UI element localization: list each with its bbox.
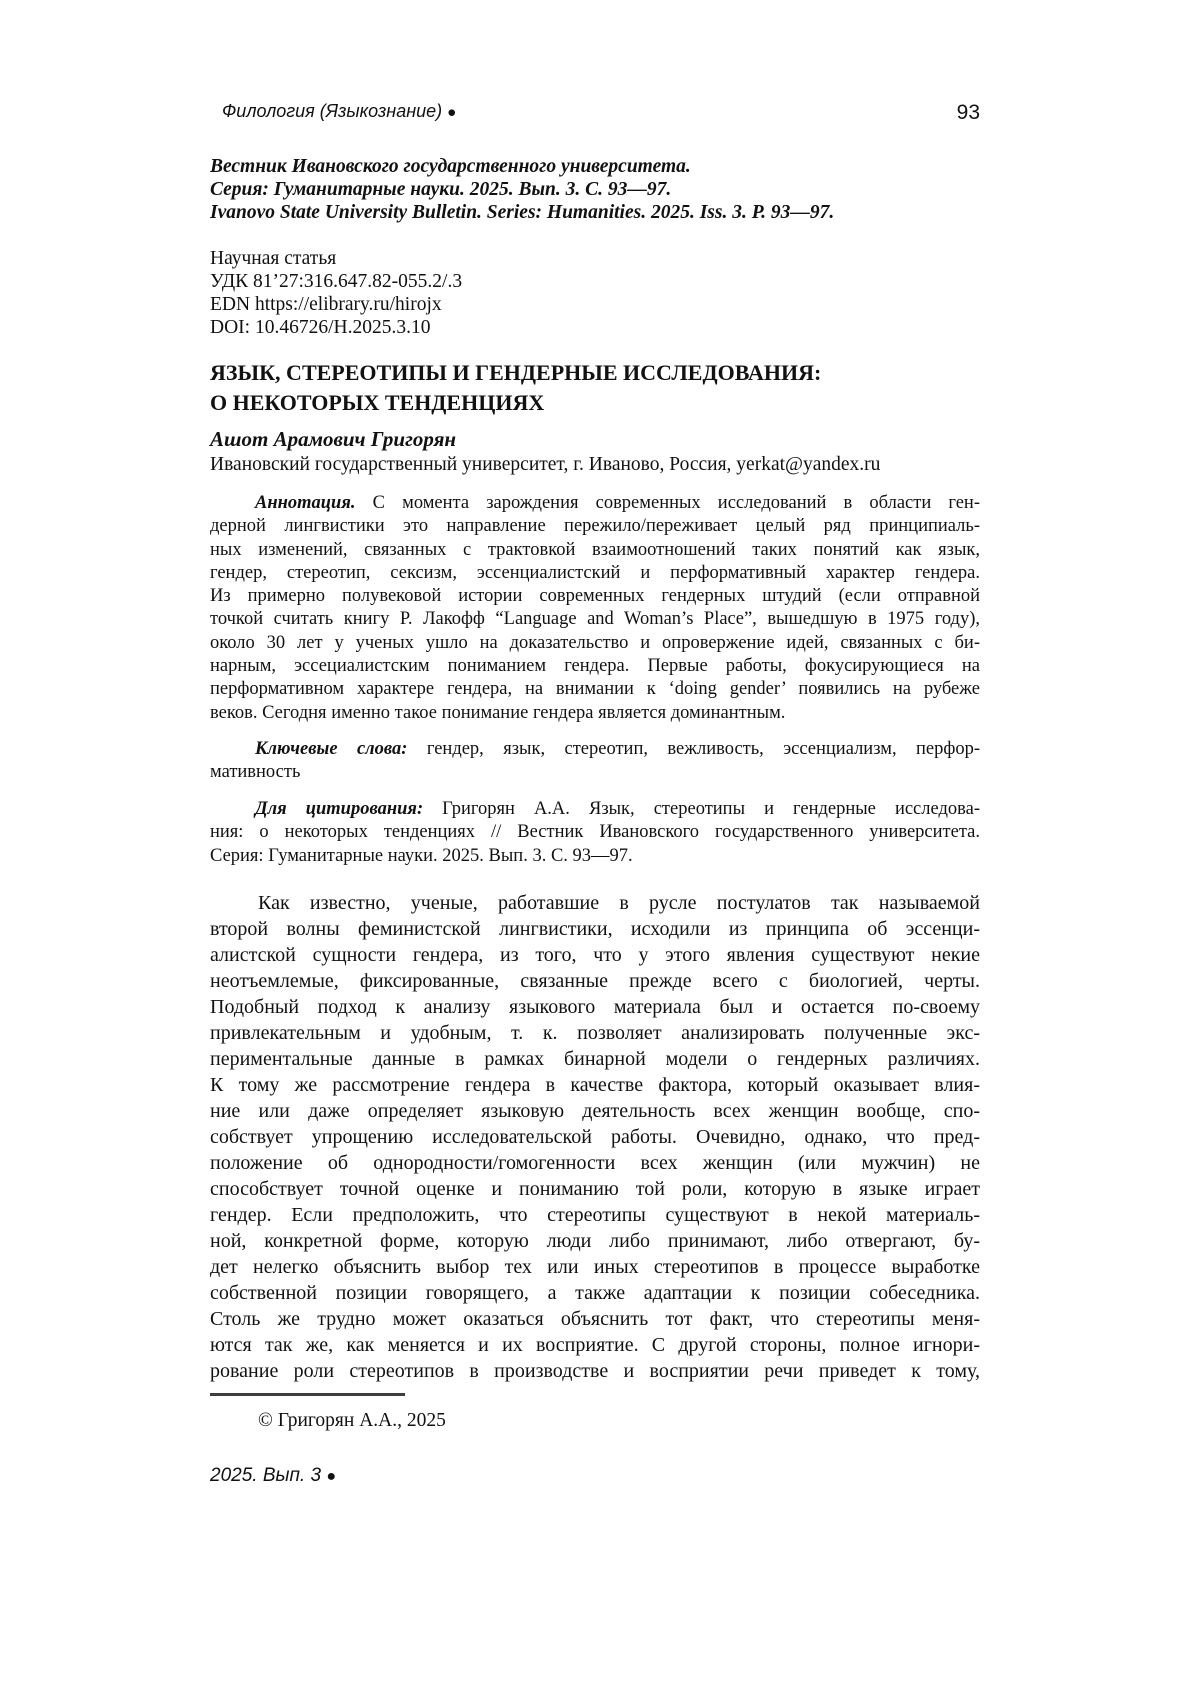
- body-line: собственной позиции говорящего, а также адаптации к позиции собеседника.: [210, 1282, 980, 1304]
- body-line: К тому же рассмотрение гендера в качестве фактора, который оказывает влия-: [210, 1074, 980, 1096]
- abstract-line: Из примерно полувековой истории современных гендерных штудий (если отправной: [210, 586, 980, 607]
- abstract-first-line: [210, 492, 980, 515]
- body-paragraph: [210, 890, 980, 1384]
- author-name: Ашот Арамович Григорян: [210, 427, 457, 451]
- keywords-first-line: [210, 738, 980, 761]
- body-line: привлекательным и удобным, т. к. позволяет анализировать полученные экс-: [210, 1022, 980, 1044]
- body-line: дет нелегко объяснить выбор тех или иных стереотипов в процессе выработке: [210, 1256, 980, 1278]
- page-footer-bullet: ●: [326, 1467, 337, 1485]
- running-head-label: Филология (Языкознание): [222, 101, 443, 121]
- body-line: ние или даже определяет языковую деятельность всех женщин вообще, спо-: [210, 1100, 980, 1122]
- body-line: Как известно, ученые, работавшие в русле постулатов так называемой: [258, 892, 980, 914]
- abstract-line: веков. Сегодня именно такое понимание гендера является доминантным.: [210, 702, 786, 723]
- masthead-line: Вестник Ивановского государственного университета.: [210, 156, 691, 177]
- citation-lines: [210, 821, 980, 868]
- body-line: алистской сущности гендера, из того, что у этого явления существуют некие: [210, 944, 980, 966]
- page-footer-label: 2025. Вып. 3: [210, 1465, 322, 1486]
- body-line: рование роли стереотипов в производстве и восприятии речи приведет к тому,: [210, 1360, 980, 1382]
- article-title: [210, 358, 980, 418]
- page-number: 93: [956, 101, 980, 124]
- author-affiliation: Ивановский государственный университет, г. Иваново, Россия, yerkat@yandex.ru: [210, 454, 881, 475]
- citation-line: Серия: Гуманитарные науки. 2025. Вып. 3. С. 93—97.: [210, 845, 633, 866]
- abstract-first-line-text: С момента зарождения современных исследований в области ген-: [355, 493, 980, 513]
- abstract-line: нарным, эссециалистским пониманием гендера. Первые работы, фокусирующиеся на: [210, 656, 980, 677]
- doi-number: DOI: 10.46726/H.2025.3.10: [210, 317, 431, 338]
- copyright-note: © Григорян А.А., 2025: [258, 1410, 446, 1431]
- citation-first-line-text: Григорян А.А. Язык, стереотипы и гендерные исследова-: [423, 799, 980, 819]
- body-line: второй волны феминистской лингвистики, исходили из принципа об эссенци-: [210, 918, 980, 940]
- keywords-first-line-text: гендер, язык, стереотип, вежливость, эссенциализм, перфор-: [407, 739, 980, 759]
- masthead-line: Серия: Гуманитарные науки. 2025. Вып. 3. С. 93—97.: [210, 179, 672, 200]
- abstract-line: около 30 лет у ученых ушло на доказательство и опровержение идей, связанных с би-: [210, 632, 980, 653]
- running-head-bullet: ●: [447, 104, 457, 121]
- citation-line: ния: о некоторых тенденциях // Вестник Ивановского государственного университета.: [210, 822, 980, 843]
- body-line: собствует упрощению исследовательской работы. Очевидно, однако, что пред-: [210, 1126, 980, 1148]
- page-footer: [210, 1465, 980, 1487]
- body-line: Столь же трудно может оказаться объяснить тот факт, что стереотипы меня-: [210, 1308, 980, 1330]
- keywords-block: [210, 738, 980, 785]
- body-line: периментальные данные в рамках бинарной модели о гендерных различиях.: [210, 1048, 980, 1070]
- keywords-label: Ключевые слова:: [255, 739, 408, 759]
- body-line: Подобный подход к анализу языкового материала был и остается по-своему: [210, 996, 980, 1018]
- citation-label: Для цитирования:: [255, 799, 424, 819]
- abstract-line: перформативном характере гендера, на внимании к ‘doing gender’ появились на рубеже: [210, 679, 980, 700]
- article-title-line2: О НЕКОТОРЫХ ТЕНДЕНЦИЯХ: [210, 390, 545, 415]
- footnote-separator: [210, 1393, 405, 1396]
- running-head: [210, 101, 980, 125]
- abstract-label: Аннотация.: [255, 493, 356, 513]
- abstract-lines: [210, 515, 980, 725]
- body-line: способствует точной оценке и пониманию той роли, которую в языке играет: [210, 1178, 980, 1200]
- journal-masthead: [210, 155, 980, 224]
- body-line: неотъемлемые, фиксированные, связанные прежде всего с биологией, черты.: [210, 970, 980, 992]
- citation-first-line: [210, 798, 980, 821]
- keywords-lines: [210, 761, 980, 784]
- abstract-line: ных изменений, связанных с трактовкой взаимоотношений таких понятий как язык,: [210, 539, 980, 560]
- body-line: ной, конкретной форме, которую люди либо принимают, либо отвергают, бу-: [210, 1230, 980, 1252]
- edn-link: EDN https://elibrary.ru/hirojx: [210, 294, 442, 315]
- article-title-line1: ЯЗЫК, СТЕРЕОТИПЫ И ГЕНДЕРНЫЕ ИССЛЕДОВАНИЯ:: [210, 360, 822, 385]
- body-line: положение об однородности/гомогенности всех женщин (или мужчин) не: [210, 1152, 980, 1174]
- abstract-line: гендер, стереотип, сексизм, эссенциалистский и перформативный характер гендера.: [210, 562, 980, 583]
- abstract-line: дерной лингвистики это направление пережило/переживает целый ряд принципиаль-: [210, 516, 980, 537]
- masthead-line: Ivanovo State University Bulletin. Series: Humanities. 2025. Iss. 3. P. 93—97.: [210, 202, 835, 223]
- body-line: гендер. Если предположить, что стереотипы существуют в некой материаль-: [210, 1204, 980, 1226]
- running-head-section: [210, 101, 456, 122]
- body-line: ются так же, как меняется и их восприятие. С другой стороны, полное игнори-: [210, 1334, 980, 1356]
- udc-number: УДК 81’27:316.647.82-055.2/.3: [210, 271, 463, 292]
- article-type: Научная статья: [210, 248, 337, 269]
- article-meta: [210, 247, 980, 339]
- citation-block: [210, 798, 980, 868]
- abstract-line: точкой считать книгу Р. Лакофф “Language and Woman’s Place”, вышедшую в 1975 году),: [210, 609, 980, 630]
- abstract-block: [210, 492, 980, 725]
- keywords-line: мативность: [210, 762, 301, 783]
